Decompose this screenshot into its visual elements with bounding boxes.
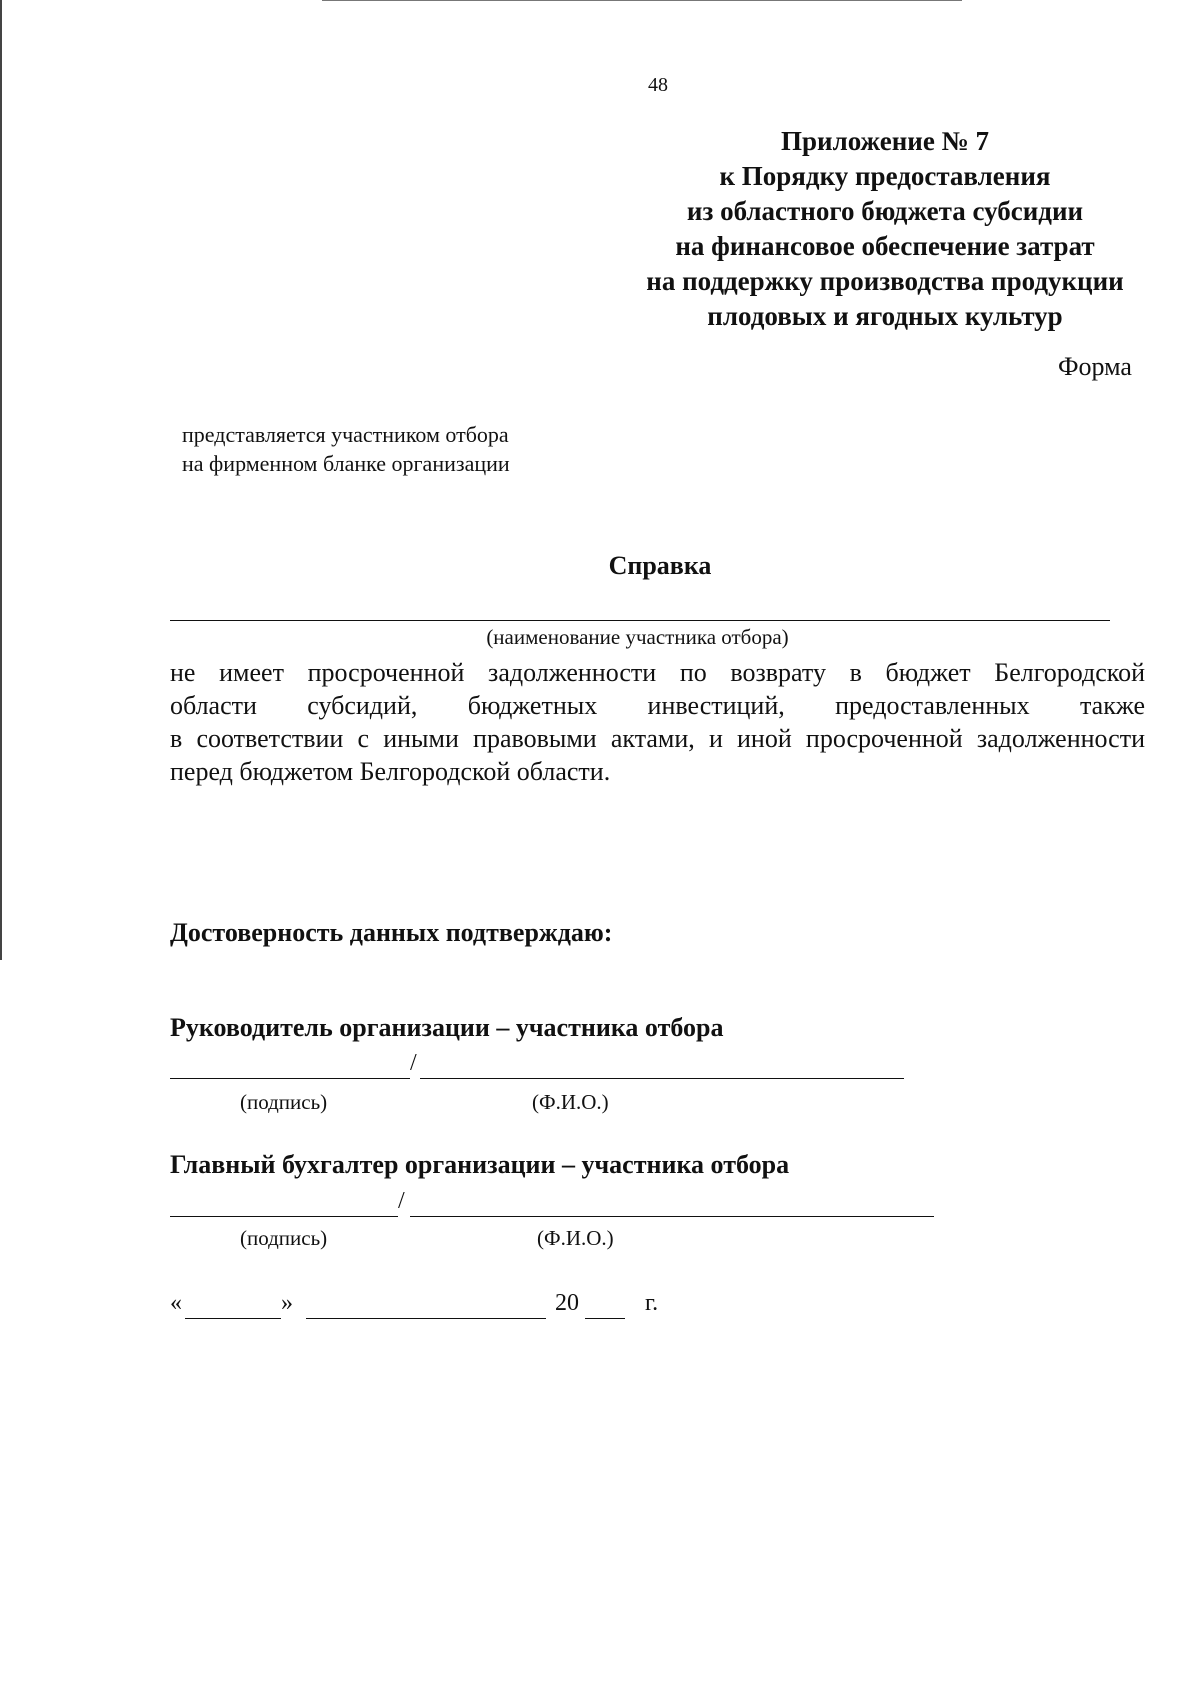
head-signature-line[interactable] xyxy=(170,1078,410,1079)
statement-line: области субсидий, бюджетных инвестиций, предоставленных также xyxy=(170,691,1145,720)
statement-paragraph xyxy=(170,656,1145,788)
appendix-line: Приложение № 7 xyxy=(781,126,989,156)
head-name-line[interactable] xyxy=(420,1078,904,1079)
date-year-line[interactable] xyxy=(585,1318,625,1319)
appendix-line: плодовых и ягодных культур xyxy=(707,301,1063,331)
appendix-line: к Порядку предоставления xyxy=(719,161,1051,191)
accountant-signature-caption: (подпись) xyxy=(240,1226,328,1250)
statement-line: перед бюджетом Белгородской области. xyxy=(170,757,611,786)
note-line: на фирменном бланке организации xyxy=(182,451,510,476)
appendix-line: из областного бюджета субсидии xyxy=(686,196,1084,226)
accountant-title: Главный бухгалтер организации – участника отбора xyxy=(170,1150,790,1179)
accountant-signature-line[interactable] xyxy=(170,1216,398,1217)
accountant-name-caption: (Ф.И.О.) xyxy=(537,1226,614,1250)
participant-caption: (наименование участника отбора) xyxy=(486,625,789,649)
statement-line: в соответствии с иными правовыми актами, и иной просроченной задолженности xyxy=(170,724,1145,753)
appendix-line: на финансовое обеспечение затрат xyxy=(675,231,1095,261)
participant-name-line[interactable] xyxy=(170,620,1110,621)
date-year-prefix: 20 xyxy=(555,1290,579,1316)
date-close-quote: » xyxy=(281,1290,293,1316)
date-open-quote: « xyxy=(170,1290,182,1316)
appendix-header xyxy=(560,124,1200,334)
head-separator: / xyxy=(410,1050,417,1076)
accountant-name-line[interactable] xyxy=(410,1216,934,1217)
page-number: 48 xyxy=(648,74,668,96)
date-month-line[interactable] xyxy=(306,1318,546,1319)
document-title: Справка xyxy=(608,551,712,580)
date-year-suffix: г. xyxy=(645,1290,659,1316)
scan-edge-left xyxy=(0,0,2,960)
appendix-line: на поддержку производства продукции xyxy=(646,266,1124,296)
letterhead-note xyxy=(182,420,510,478)
confirm-heading: Достоверность данных подтверждаю: xyxy=(170,918,613,947)
head-signature-caption: (подпись) xyxy=(240,1090,328,1114)
head-name-caption: (Ф.И.О.) xyxy=(532,1090,609,1114)
note-line: представляется участником отбора xyxy=(182,422,509,447)
head-title: Руководитель организации – участника отбора xyxy=(170,1013,724,1042)
accountant-separator: / xyxy=(398,1188,405,1214)
date-day-line[interactable] xyxy=(185,1318,281,1319)
form-label: Форма xyxy=(1058,352,1132,381)
statement-line: не имеет просроченной задолженности по возврату в бюджет Белгородской xyxy=(170,658,1145,687)
scan-edge-top xyxy=(322,0,962,1)
